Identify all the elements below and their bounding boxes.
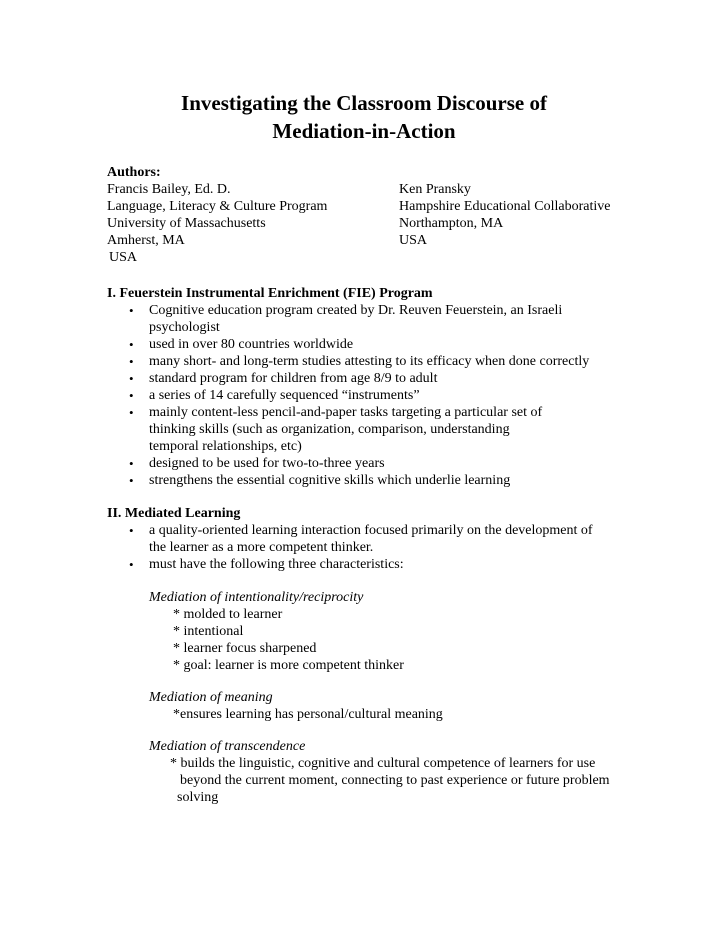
author-left-affiliation: Language, Literacy & Culture Program bbox=[107, 199, 328, 214]
author-right-affiliation: Hampshire Educational Collaborative bbox=[399, 199, 611, 214]
author-left-city: Amherst, MA bbox=[107, 233, 185, 248]
list-item-continuation: temporal relationships, etc) bbox=[149, 439, 302, 454]
subsection-item-continuation: beyond the current moment, connecting to past experience or future problem bbox=[180, 773, 610, 788]
list-item-continuation: psychologist bbox=[149, 320, 220, 335]
bullet-icon: • bbox=[129, 371, 134, 386]
author-right-country: USA bbox=[399, 233, 428, 248]
bullet-icon: • bbox=[129, 473, 134, 488]
bullet-icon: • bbox=[129, 557, 134, 572]
author-right-name: Ken Pransky bbox=[399, 182, 471, 197]
subsection-item: * learner focus sharpened bbox=[173, 641, 317, 656]
list-item: strengthens the essential cognitive skills which underlie learning bbox=[149, 473, 511, 488]
author-left-university: University of Massachusetts bbox=[107, 216, 266, 231]
bullet-icon: • bbox=[129, 337, 134, 352]
list-item-continuation: the learner as a more competent thinker. bbox=[149, 540, 374, 555]
authors-heading: Authors: bbox=[107, 165, 161, 180]
list-item: designed to be used for two-to-three years bbox=[149, 456, 385, 471]
bullet-icon: • bbox=[129, 456, 134, 471]
list-item: standard program for children from age 8/9 to adult bbox=[149, 371, 438, 386]
bullet-icon: • bbox=[129, 354, 134, 369]
document-title-line-1: Investigating the Classroom Discourse of bbox=[181, 91, 547, 115]
bullet-icon: • bbox=[129, 303, 134, 318]
subsection-item: *ensures learning has personal/cultural meaning bbox=[173, 707, 443, 722]
subsection-item: * goal: learner is more competent thinker bbox=[173, 658, 404, 673]
bullet-icon: • bbox=[129, 523, 134, 538]
list-item: a quality-oriented learning interaction focused primarily on the development of bbox=[149, 523, 593, 538]
subsection-item: * molded to learner bbox=[173, 607, 283, 622]
document-title-line-2: Mediation-in-Action bbox=[272, 119, 456, 143]
section-2-heading: II. Mediated Learning bbox=[107, 506, 241, 521]
subsection-heading-intentionality: Mediation of intentionality/reciprocity bbox=[149, 590, 364, 605]
list-item-continuation: thinking skills (such as organization, comparison, understanding bbox=[149, 422, 510, 437]
list-item: a series of 14 carefully sequenced “instruments” bbox=[149, 388, 420, 403]
author-left-name: Francis Bailey, Ed. D. bbox=[107, 182, 231, 197]
author-left-country: USA bbox=[109, 250, 138, 265]
subsection-heading-meaning: Mediation of meaning bbox=[149, 690, 273, 705]
list-item: many short- and long-term studies attesting to its efficacy when done correctly bbox=[149, 354, 590, 369]
bullet-icon: • bbox=[129, 405, 134, 420]
subsection-item: * builds the linguistic, cognitive and cultural competence of learners for use bbox=[170, 756, 596, 771]
subsection-item-continuation: solving bbox=[177, 790, 219, 805]
bullet-icon: • bbox=[129, 388, 134, 403]
subsection-item: * intentional bbox=[173, 624, 244, 639]
author-right-city: Northampton, MA bbox=[399, 216, 504, 231]
section-1-heading: I. Feuerstein Instrumental Enrichment (FIE) Program bbox=[107, 286, 433, 301]
list-item: used in over 80 countries worldwide bbox=[149, 337, 354, 352]
list-item: Cognitive education program created by Dr. Reuven Feuerstein, an Israeli bbox=[149, 303, 563, 318]
subsection-heading-transcendence: Mediation of transcendence bbox=[149, 739, 306, 754]
list-item: mainly content-less pencil-and-paper tasks targeting a particular set of bbox=[149, 405, 543, 420]
list-item: must have the following three characteristics: bbox=[149, 557, 404, 572]
